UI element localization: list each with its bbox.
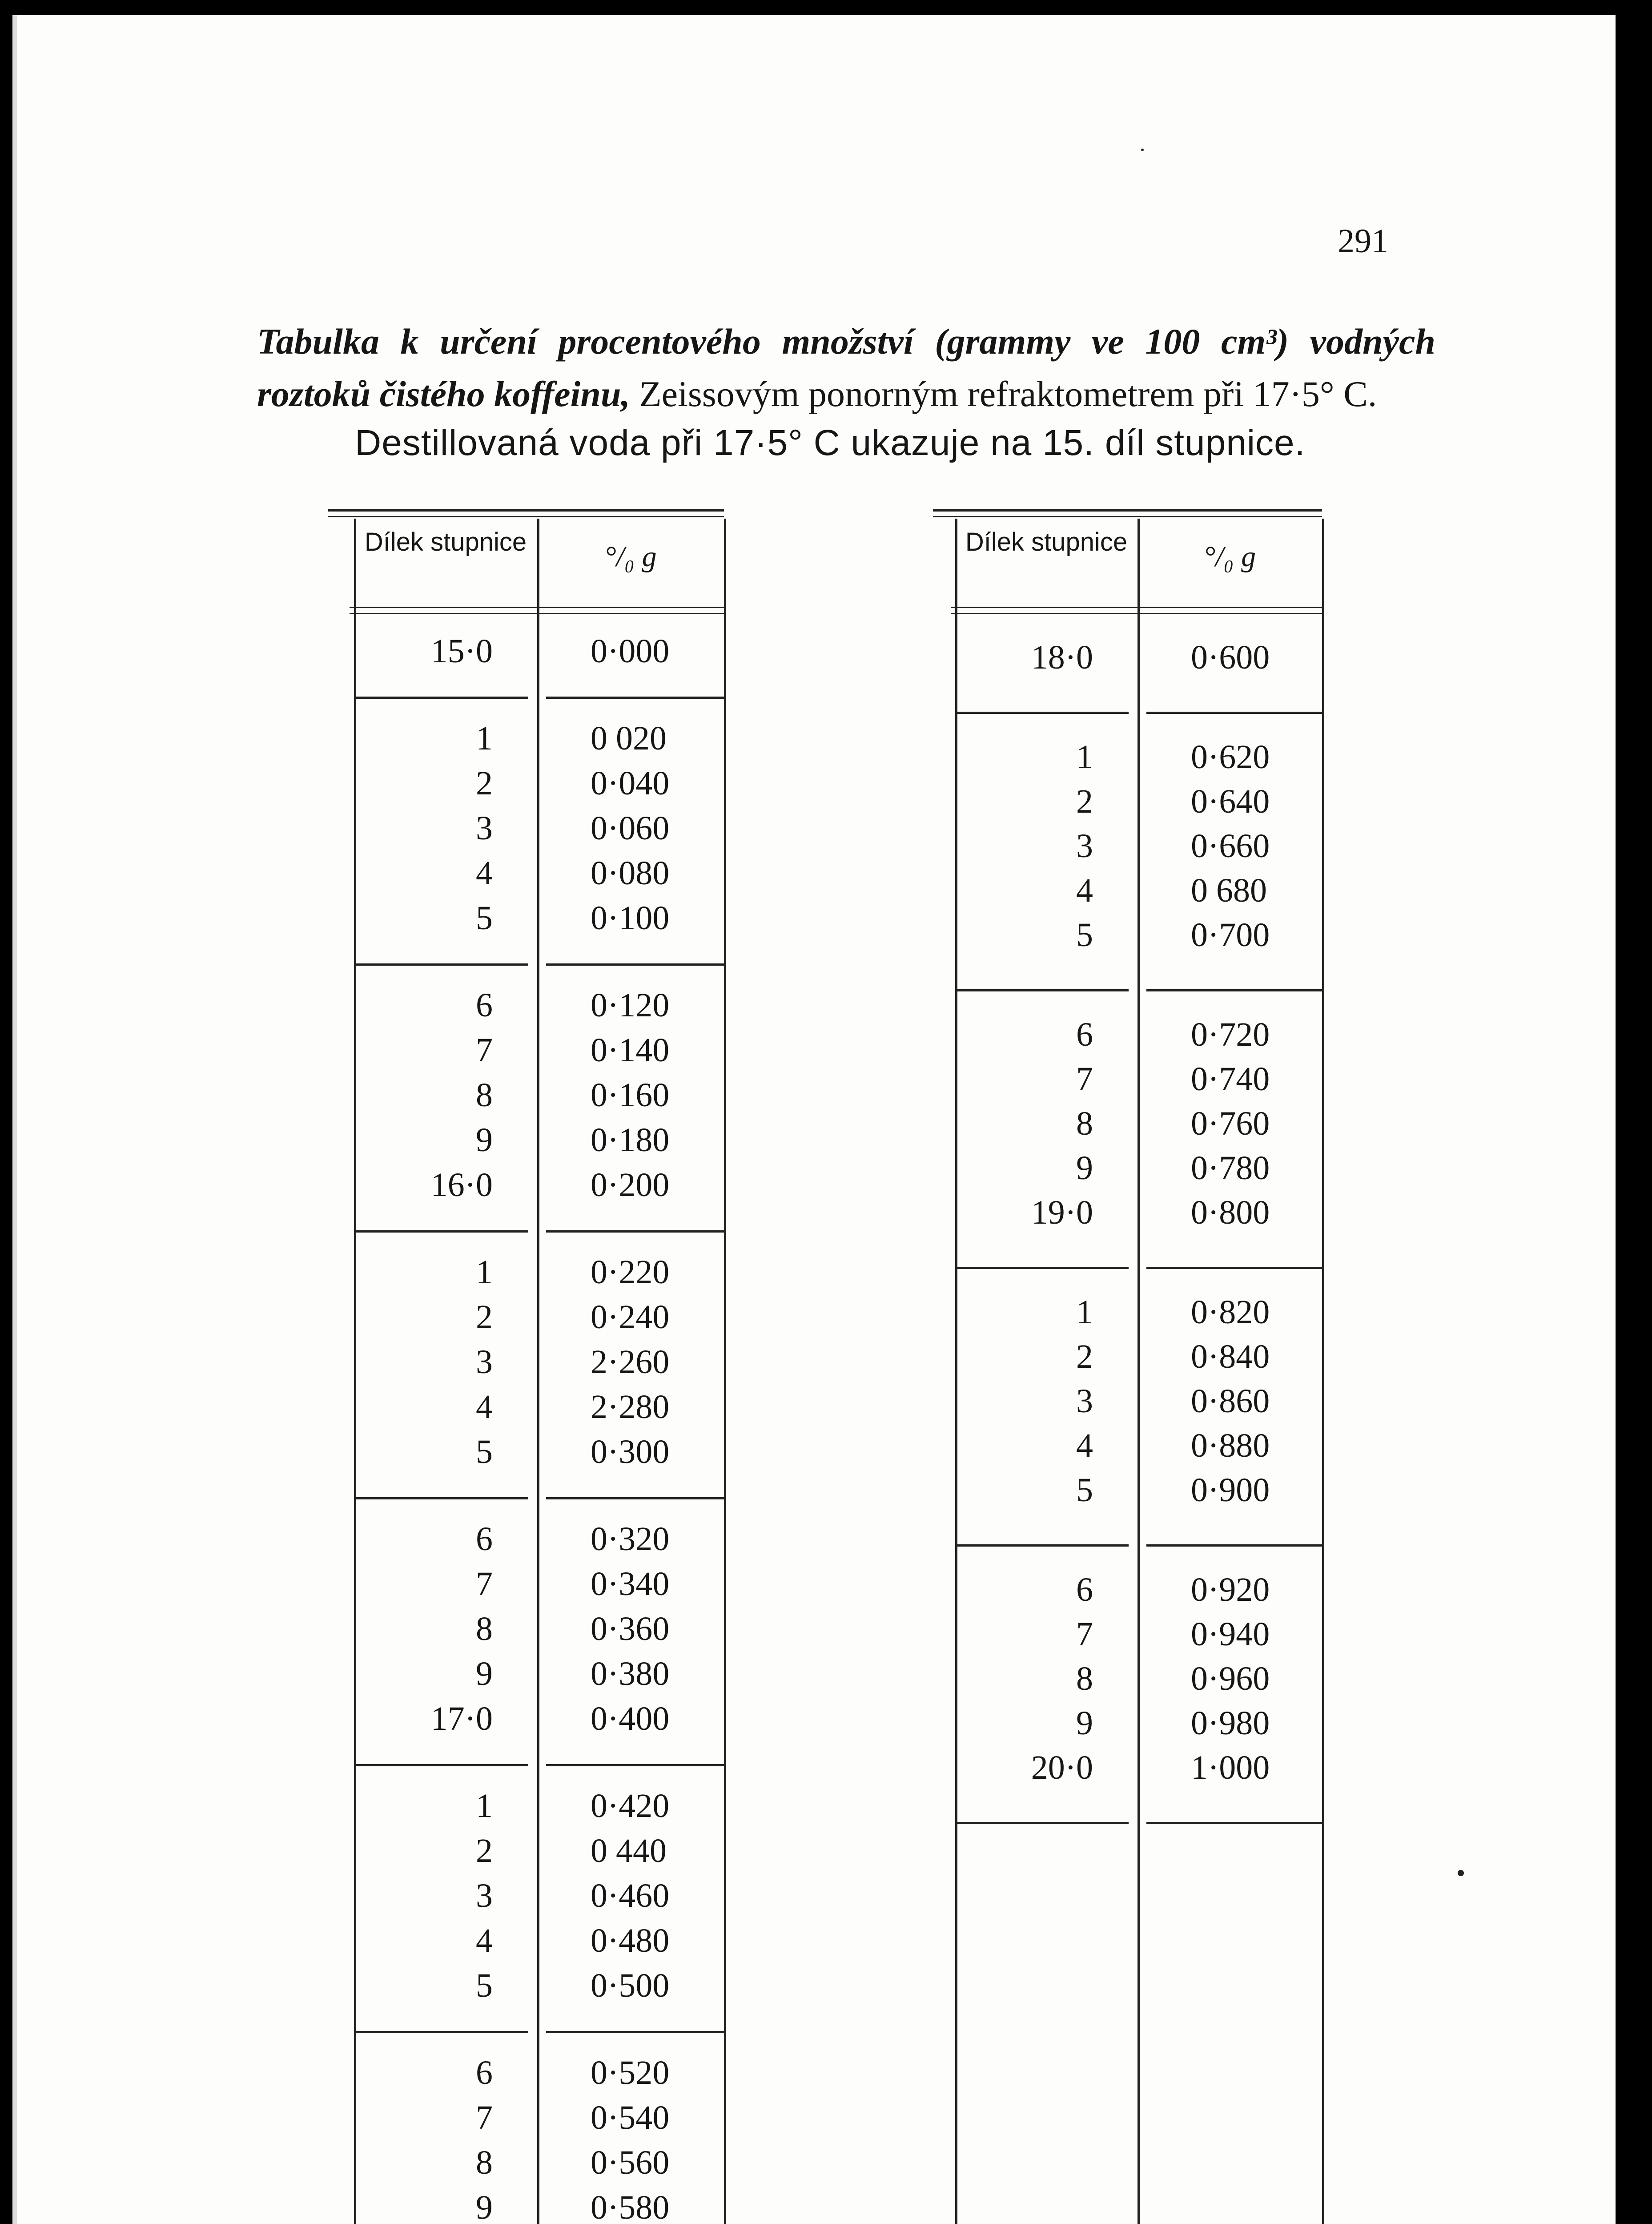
left-top-rule-2 bbox=[328, 516, 724, 517]
title-plain: Zeissovým ponorným refraktometrem při 17·5° C. bbox=[630, 374, 1377, 414]
right-percent-cell: 0·940 bbox=[1191, 1616, 1270, 1653]
left-dilek-cell: 17·0 bbox=[430, 1700, 493, 1737]
left-percent-cell: 0·100 bbox=[591, 899, 670, 937]
left-group-rule bbox=[354, 1497, 528, 1499]
right-vline-1 bbox=[1138, 519, 1140, 2224]
right-percent-cell: 0·600 bbox=[1191, 639, 1270, 676]
left-percent-cell: 0·460 bbox=[591, 1877, 670, 1914]
left-group-rule bbox=[546, 2031, 724, 2033]
right-dilek-cell: 5 bbox=[1076, 916, 1093, 954]
right-percent-cell: 0·900 bbox=[1191, 1471, 1270, 1509]
left-percent-cell: 0·200 bbox=[591, 1166, 670, 1204]
left-percent-cell: 0·040 bbox=[591, 765, 670, 802]
left-group-rule bbox=[546, 697, 724, 699]
left-vline-2 bbox=[724, 519, 726, 2224]
left-dilek-cell: 5 bbox=[476, 1967, 493, 2004]
right-group-rule bbox=[955, 712, 1129, 714]
right-percent-cell: 0·760 bbox=[1191, 1105, 1270, 1142]
left-percent-cell: 0·160 bbox=[591, 1076, 670, 1114]
right-header-rule-2 bbox=[951, 613, 1324, 614]
right-header-dilek: Dílek stupnice bbox=[965, 528, 1128, 556]
right-percent-cell: 0·880 bbox=[1191, 1427, 1270, 1464]
left-dilek-cell: 4 bbox=[476, 1922, 493, 1959]
left-percent-cell: 0·060 bbox=[591, 810, 670, 847]
right-group-rule bbox=[955, 1267, 1129, 1269]
right-dilek-cell: 4 bbox=[1076, 872, 1093, 909]
right-dilek-cell: 7 bbox=[1076, 1616, 1093, 1653]
right-dilek-cell: 1 bbox=[1076, 738, 1093, 776]
page-number: 291 bbox=[1338, 222, 1388, 260]
right-percent-cell: 0·840 bbox=[1191, 1338, 1270, 1375]
left-percent-cell: 0·380 bbox=[591, 1655, 670, 1692]
left-percent-cell: 0·360 bbox=[591, 1610, 670, 1648]
right-top-rule-2 bbox=[933, 516, 1322, 517]
right-header-rule-1 bbox=[951, 607, 1324, 608]
left-group-rule bbox=[354, 1230, 528, 1233]
left-dilek-cell: 8 bbox=[476, 1076, 493, 1114]
left-percent-cell: 0·180 bbox=[591, 1121, 670, 1159]
right-group-rule bbox=[1146, 989, 1322, 991]
left-dilek-cell: 8 bbox=[476, 1610, 493, 1648]
left-dilek-cell: 6 bbox=[476, 987, 493, 1024]
right-vline-2 bbox=[1322, 519, 1324, 2224]
left-dilek-cell: 1 bbox=[476, 1253, 493, 1291]
left-percent-cell: 0·560 bbox=[591, 2144, 670, 2181]
right-percent-cell: 0·620 bbox=[1191, 738, 1270, 776]
right-percent-cell: 0·700 bbox=[1191, 916, 1270, 954]
right-dilek-cell: 19·0 bbox=[1031, 1194, 1093, 1231]
left-dilek-cell: 2 bbox=[476, 1832, 493, 1869]
right-dilek-cell: 3 bbox=[1076, 827, 1093, 865]
left-percent-cell: 0·300 bbox=[591, 1433, 670, 1471]
left-dilek-cell: 1 bbox=[476, 1787, 493, 1825]
left-percent-cell: 0·480 bbox=[591, 1922, 670, 1959]
right-percent-cell: 1·000 bbox=[1191, 1749, 1270, 1786]
left-group-rule bbox=[546, 963, 724, 966]
right-percent-cell: 0·800 bbox=[1191, 1194, 1270, 1231]
left-dilek-cell: 5 bbox=[476, 899, 493, 937]
right-dilek-cell: 20·0 bbox=[1031, 1749, 1093, 1786]
right-header-percent: °/₀ g bbox=[1203, 540, 1256, 573]
left-dilek-cell: 7 bbox=[476, 1031, 493, 1069]
right-dilek-cell: 6 bbox=[1076, 1571, 1093, 1608]
left-dilek-cell: 4 bbox=[476, 854, 493, 892]
left-percent-cell: 0·120 bbox=[591, 987, 670, 1024]
right-dilek-cell: 6 bbox=[1076, 1016, 1093, 1053]
right-top-rule bbox=[933, 509, 1322, 512]
left-group-rule bbox=[354, 697, 528, 699]
left-dilek-cell: 5 bbox=[476, 1433, 493, 1471]
left-percent-cell: 0·320 bbox=[591, 1520, 670, 1558]
right-group-rule bbox=[1146, 1544, 1322, 1547]
right-group-rule bbox=[955, 1544, 1129, 1547]
left-percent-cell: 2·280 bbox=[591, 1388, 670, 1426]
left-vline-0 bbox=[354, 519, 356, 2224]
title-italic: Tabulka k určení procentového množství (grammy ve 100 cm³) vodných roztoků čistého koffeinu, bbox=[257, 321, 1435, 414]
right-percent-cell: 0·740 bbox=[1191, 1060, 1270, 1098]
left-group-rule bbox=[354, 963, 528, 966]
right-group-rule bbox=[955, 1822, 1129, 1824]
left-percent-cell: 0·520 bbox=[591, 2054, 670, 2091]
right-percent-cell: 0·820 bbox=[1191, 1293, 1270, 1331]
left-dilek-cell: 16·0 bbox=[430, 1166, 493, 1204]
left-dilek-cell: 2 bbox=[476, 765, 493, 802]
left-percent-cell: 0·140 bbox=[591, 1031, 670, 1069]
right-dilek-cell: 2 bbox=[1076, 783, 1093, 820]
left-header-rule-2 bbox=[350, 613, 726, 614]
right-dilek-cell: 18·0 bbox=[1031, 639, 1093, 676]
right-percent-cell: 0·860 bbox=[1191, 1382, 1270, 1420]
right-dilek-cell: 9 bbox=[1076, 1704, 1093, 1742]
edge-mark bbox=[1458, 1870, 1464, 1876]
left-percent-cell: 0·400 bbox=[591, 1700, 670, 1737]
right-dilek-cell: 4 bbox=[1076, 1427, 1093, 1464]
right-percent-cell: 0·980 bbox=[1191, 1704, 1270, 1742]
right-percent-cell: 0·780 bbox=[1191, 1149, 1270, 1187]
left-dilek-cell: 6 bbox=[476, 1520, 493, 1558]
left-header-rule-1 bbox=[350, 607, 726, 608]
right-group-rule bbox=[1146, 1267, 1322, 1269]
right-percent-cell: 0·640 bbox=[1191, 783, 1270, 820]
right-dilek-cell: 2 bbox=[1076, 1338, 1093, 1375]
left-percent-cell: 0·580 bbox=[591, 2189, 670, 2224]
right-vline-0 bbox=[955, 519, 957, 2224]
right-percent-cell: 0·920 bbox=[1191, 1571, 1270, 1608]
right-group-rule bbox=[1146, 1822, 1322, 1824]
left-percent-cell: 0·080 bbox=[591, 854, 670, 892]
edge-mark bbox=[1141, 149, 1144, 151]
left-header-percent: °/₀ g bbox=[604, 540, 657, 573]
left-group-rule bbox=[546, 1764, 724, 1766]
left-vline-1 bbox=[537, 519, 539, 2224]
left-group-rule bbox=[354, 1764, 528, 1766]
left-dilek-cell: 9 bbox=[476, 1655, 493, 1692]
table-title bbox=[257, 315, 1435, 420]
left-dilek-cell: 15·0 bbox=[430, 633, 493, 670]
subtitle: Destillovaná voda při 17·5° C ukazuje na 15. díl stupnice. bbox=[355, 423, 1306, 463]
left-dilek-cell: 7 bbox=[476, 2099, 493, 2136]
left-percent-cell: 0·420 bbox=[591, 1787, 670, 1825]
right-dilek-cell: 8 bbox=[1076, 1660, 1093, 1697]
left-header-dilek: Dílek stupnice bbox=[364, 528, 527, 556]
right-group-rule bbox=[955, 989, 1129, 991]
left-dilek-cell: 9 bbox=[476, 1121, 493, 1159]
right-percent-cell: 0·720 bbox=[1191, 1016, 1270, 1053]
left-dilek-cell: 4 bbox=[476, 1388, 493, 1426]
left-percent-cell: 0 440 bbox=[591, 1832, 667, 1869]
left-dilek-cell: 2 bbox=[476, 1298, 493, 1336]
right-dilek-cell: 1 bbox=[1076, 1293, 1093, 1331]
right-percent-cell: 0 680 bbox=[1191, 872, 1267, 909]
right-dilek-cell: 3 bbox=[1076, 1382, 1093, 1420]
right-dilek-cell: 5 bbox=[1076, 1471, 1093, 1509]
left-dilek-cell: 8 bbox=[476, 2144, 493, 2181]
right-percent-cell: 0·960 bbox=[1191, 1660, 1270, 1697]
left-group-rule bbox=[354, 2031, 528, 2033]
left-percent-cell: 0·340 bbox=[591, 1565, 670, 1603]
right-dilek-cell: 9 bbox=[1076, 1149, 1093, 1187]
left-percent-cell: 0·000 bbox=[591, 633, 670, 670]
left-percent-cell: 0·500 bbox=[591, 1967, 670, 2004]
left-percent-cell: 0·540 bbox=[591, 2099, 670, 2136]
left-dilek-cell: 3 bbox=[476, 1343, 493, 1381]
right-percent-cell: 0·660 bbox=[1191, 827, 1270, 865]
left-percent-cell: 0 020 bbox=[591, 720, 667, 757]
left-percent-cell: 0·220 bbox=[591, 1253, 670, 1291]
left-dilek-cell: 3 bbox=[476, 810, 493, 847]
left-top-rule bbox=[328, 509, 724, 512]
left-dilek-cell: 7 bbox=[476, 1565, 493, 1603]
left-percent-cell: 0·240 bbox=[591, 1298, 670, 1336]
left-percent-cell: 2·260 bbox=[591, 1343, 670, 1381]
right-group-rule bbox=[1146, 712, 1322, 714]
left-dilek-cell: 9 bbox=[476, 2189, 493, 2224]
page bbox=[12, 15, 1616, 2224]
right-dilek-cell: 8 bbox=[1076, 1105, 1093, 1142]
left-group-rule bbox=[546, 1230, 724, 1233]
left-dilek-cell: 6 bbox=[476, 2054, 493, 2091]
left-dilek-cell: 3 bbox=[476, 1877, 493, 1914]
left-dilek-cell: 1 bbox=[476, 720, 493, 757]
right-dilek-cell: 7 bbox=[1076, 1060, 1093, 1098]
left-group-rule bbox=[546, 1497, 724, 1499]
